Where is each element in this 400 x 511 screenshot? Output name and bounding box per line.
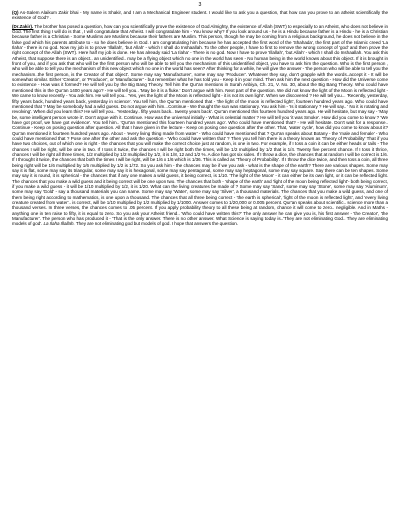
page-number: 3 — [198, 2, 202, 8]
question-label: (Q) — [12, 10, 19, 15]
answer-italic-phrase: La Ilaha Illallah. — [43, 221, 75, 227]
question-paragraph — [12, 10, 388, 21]
answer-closing-text: They are not eliminating god but models of god. I hope that answers the question. — [74, 221, 239, 227]
answer-label: (Dr.Zakir). — [12, 23, 34, 29]
question-text: As-Salem Alaikum Zakir bhai - My name is Shakir, and I am a Mechanical Engineer student. I would like to ask you a question, that how can you prove to an atheist scientifically the existence of God? . — [12, 10, 388, 21]
answer-paragraph — [12, 24, 388, 227]
answer-text: The brother has posed a question, how can you scientifically prove the existence of God Almighty, the existence of Allah (SWT) to especially to an Atheist, who does not believe in God. The first thing I will do is that , I will congratulate that Atheist. I will congratulate him - You know why? If you look around us - he is a Hindu because father is a Hindu - he is a Christian because father is a Christian - Some Muslims are Muslims because their fathers are Muslim. This person, though he may be coming from a religious background, he does not believe in the false god which his parents attribute to - so he does believe in God. I am congratulating him because he has accepted the first word of the 'Shahada', the first part of the Islamic creed 'La Ilaha' - there is no god. Now my job is to prove 'Illallah', 'but Allah' - which I shall do Inshaallah. To the other people, I have to first to remove the wrong concept of 'god' and then prove the right concept of the Allah (SWT). Here half my job is done. He has already said 'La Ilaha' - There is no god. Now I have to prove 'Illallah', 'but Allah' - which I shall do Inshaallah. You ask this Atheist, that suppose there is an object.. an unidentified.. may be a flying object which no one in the world has seen - No human being in the world knows about this object. If it is brought in front of you, and if you ask that who will be the first person who will be able to tell you the mechanism of this unidentified object, you have to ask him the question. Who is the first person , who will be able to tell you the mechanism of this new object which no one in the world has seen? After thinking for a while, he will give the answer - 'the person who will be able to tell you the mechanism..the first person, is the Creator of that object'. Some may say 'Manufacturer', some may say 'Producer'. Whatever they say, don't grapple with the words..accept it - It will be somewhat similar. Either 'Creator', or 'Producer', or 'Manufacturer' - but remember what he has told you - Keep it in your mind. Then ask him the next question - How did the Universe come to existence - How was it formed? He will tell you by the Big Bang Theory. Tell him the Qur'an mentions in Surah Anbiya, Ch. 21, V. No. 30, about the Big Bang Theory. Who could have mentioned this in the Qur'an 1400 years ago? - He will tell you.. 'May be it is a fluke.' Don't argue with him. Next part of the question. We did not know the light of the Moon is reflected light - We came to know recently - You ask him. He will tell you.. 'Yes, yes the light of the Moon is reflected light - it is not its own light'. When we discovered ? He will tell you... 'Recently, yesterday, fifty years back, hundred years back, yesterday in science'. You tell him, the Qur'an mentioned that - 'the light of the moon is reflected light', fourteen hundred years ago. Who could have mentioned that ? May be somebody had a wild guess. Do not argue with him...Continue - We thought the sun was stationary. You ask him - 'Is it stationary ? He will say.. ' No it is rotating and revolving'. When did you learn this? He will tell you.. 'Yesterday.. fifty years back.. twenty years back'. Qur'an mentioned this fourteen hundred years ago. He will hesitate, but may say - 'May be, some intelligent person wrote it'. Don't argue with it. Continue. How was the universal initially - What is celestial matter ? He will tell you 'it was Smoke'. How did you come to know ? 'We have got proof, we have got evidence'. You tell him.. 'Qur'an mentioned this fourteen hundred years ago'. Who could have mentioned that? - He will hesitate. Don't wait for a response.. Continue - Keep on posing question after question. All that I have given in the lecture - Keep on posing one question after the other. That, 'water cycle', how did you come to know about it? Qur'an mentioned it fourteen hundred years ago. About - 'every living thing made from water' - Who could have mentioned that ? Qur'an speaks about Botany - the 'male and female' - Who could have mentioned that ? Pose one after the other and ask the question - 'Who could have written that' ? Then you tell him there is a theory known as 'Theory of Probability' That if you have two choices, out of which one is right - the chances that you will make the correct choice just at random, is one in two. For example, if I toss a coin it can be either heads or tails - The chances I will be right, will be one in two. If I toss it twice, the chances I will be right both the times, will be 1/2 multiplied by 1/2 that is 1/4. Twenty five percent chance. If I toss it thrice, chances I will be right all three times, 1/2 multiplied by 1/2 multiplied by 1/2, it is 1/8, 12 and 1/2 %. A dice has got six sides. If I throw a dice, the chances that at random I will be correct is 1/6. If I throught it twice, the chances that both the times I will be right, will be 1/6 x 1/6 which is 1/36. This is called as 'Theory of Probability'. If I throw the dice twice, and then toss a coin, all three being right will be 1/6 multiplied by 1/6 multiplied by 1/2 is 1/72. So you ask him - the chances may be if we you ask - what is the shape of the earth? There are various shapes. Some may say it is flat, some may say its triangular, some may say it is hexagonal, some may say pentagonal, some may say heptagonal, some may say square. Say there can be ten shapes. Some may say it is round, it is spherical - the chances that if any one makes a wild guess, it being correct, is 1/10. 'The light of the Moon' - it can either be its own light, or it can be reflected light. The chances that you make a wild guess and it being correct will be one upon two. The chances that both - 'shape of the earth' and 'light of the moon being reflected light'- both being correct, if you make a wild guess - it will be 1/10 multiplied by 1/2, it is 1/20. What can the living creatures be made of ? Some may say 'Sand', some may say 'Stone', some may say 'Aluminum', some may say 'Gold' - say a thousand materials you can name. Some may say 'Water', some may say 'Silver', a thousand materials. The chances that you make a wild guess, and one of them being right according to mathematics, is one upon a thousand. The chances that all three being correct - 'the earth is spherical', 'light of the moon is reflected light', and 'every living creature created from water'.. is correct, will be 1/10 multiplied by 1/2 multiplied by 1/1000. Answer comes to 1/20,000 or 0.005 percent. Qur'an speaks about scientific.. science more than a thousand verses. In three verses, the chances comes to .05 percent. If you apply probability theory to all these being at random, chance it will come to zero.. negligible. And in Maths - anything one in ten raise to fifty, it is equal to zero. So you ask your Atheist friend.. 'Who could have written this?' The only answer he can give you is, his first answer - 'the Creator', 'the Manufacturer'. The person who has produced it - 'That is the only answer. There is no other answer. What Science is saying today is..'They are not eliminating God.. They are eliminating models of god'. — [12, 23, 388, 227]
